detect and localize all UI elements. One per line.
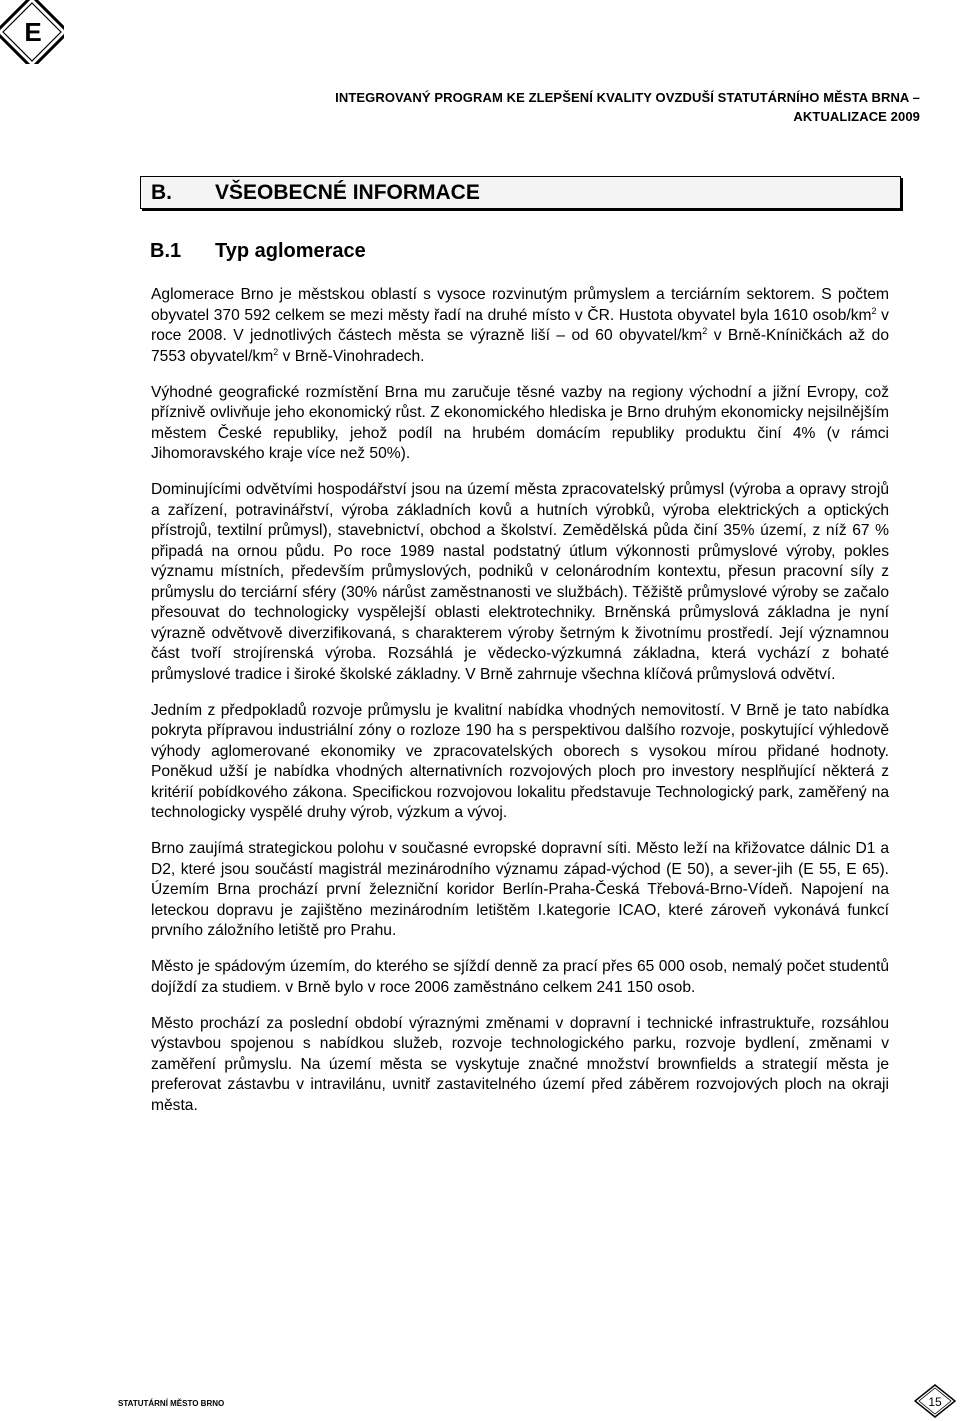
paragraph-geography: Výhodné geografické rozmístění Brna mu zaručuje těsné vazby na regiony východní a jižní Evropy, což příznivě ovlivňuje jeho ekonomický růst. Z ekonomického hlediska je Brno druhým ekonomicky nejsilnějším městem České republiky, jehož podíl na hrubém domácím republiky produktu činí 4% (v rámci Jihomoravského kraje více než 50%). <box>151 383 889 462</box>
subsection-heading <box>150 240 366 263</box>
footer-organization: STATUTÁRNÍ MĚSTO BRNO <box>118 1399 225 1408</box>
paragraph-commuting: Město je spádovým územím, do kterého se sjíždí denně za prací přes 65 000 osob, nemalý počet studentů dojíždí za studiem. v Brně bylo v roce 2006 zaměstnáno celkem 241 150 osob. <box>151 958 889 996</box>
page-number: 15 <box>928 1395 942 1409</box>
document-header <box>335 88 920 126</box>
header-line-2: AKTUALIZACE 2009 <box>793 109 920 124</box>
logo-letter: E <box>24 17 42 47</box>
section-number: B. <box>151 180 172 204</box>
section-title: VŠEOBECNÉ INFORMACE <box>215 180 480 204</box>
paragraph-transport: Brno zaujímá strategickou polohu v současné evropské dopravní síti. Město leží na křižovatce dálnic D1 a D2, které jsou součástí magistrál mezinárodního významu západ-východ (E 50), a sever-jih (E 55, E 65). Územím Brna prochází první železniční koridor Berlín-Praha-Česká Třebová-Brno-Vídeň. Napojení na leteckou dopravu je zajištěno mezinárodním letištěm I.kategorie ICAO, které zároveň vykonává funkcí prvního záložního letiště pro Prahu. <box>151 840 889 939</box>
paragraph-economy: Dominujícími odvětvími hospodářství jsou na území města zpracovatelský průmysl (výroba a opravy strojů a zařízení, potravinářství, výroba základních kovů a hutních výrobků, výroba elektrických a optických přístrojů, textilní průmysl), stavebnictví, obchod a školství. Zemědělská půda činí 35% území, z níž 67 % připadá na ornou půdu. Po roce 1989 nastal podstatný útlum výkonnosti průmyslové výroby, pokles významu místních, především průmyslových, podniků v celonárodním kontextu, přesun pracovní síly z průmyslu do terciární sféry (30% nárůst zaměstnanosti ve službách). Těžiště průmyslové výroby se začalo přesouvat do technologicky vyspělejší oblasti elektrotechniky. Brněnská průmyslová základna je nyní výrazně odvětvově diverzifikovaná, s charakterem výroby šetrným k životnímu prostředí. Její významnou část tvoří strojírenská výroba. Rozsáhlá je vědecko-výzkumná základna, která vychází z bohaté průmyslové tradice i široké školské základny. V Brně zahrnuje všechna klíčová průmyslová odvětví. <box>151 481 889 683</box>
paragraph-real-estate: Jedním z předpokladů rozvoje průmyslu je kvalitní nabídka vhodných nemovitostí. V Brně je tato nabídka pokryta přípravou industriální zóny o rozloze 190 ha s perspektivou dalšího rozvoje, poskytující výhledově výhody aglomerované ekonomiky ve zpracovatelských oborech s vysokou mírou přidané hodnoty. Poněkud užší je nabídka vhodných alternativních rozvojových ploch pro investory nesplňující některá z kritérií pobídkového zákona. Specifickou rozvojovou lokalitu představuje Technologický park, zaměřený na technologicky vyspělé druhy výrob, výzkum a vývoj. <box>151 701 889 821</box>
body-text <box>151 285 889 1132</box>
subsection-number: B.1 <box>150 240 182 262</box>
header-line-1: INTEGROVANÝ PROGRAM KE ZLEPŠENÍ KVALITY OVZDUŠÍ STATUTÁRNÍHO MĚSTA BRNA – <box>335 90 920 105</box>
section-heading <box>140 176 901 209</box>
e-logo-icon <box>0 0 64 64</box>
page-number-badge <box>914 1384 956 1418</box>
subsection-title: Typ aglomerace <box>215 240 366 262</box>
paragraph-development: Město prochází za poslední období výraznými změnami v dopravní i technické infrastruktuře, rozsáhlou výstavbou spojenou s nabídkou služeb, rozvoje technologického parku, rozvoje bydlení, změnami v zaměření průmyslu. Na území města se vyskytuje značné množství brownfields a strategií města je preferovat zástavbu v intravilánu, uvnitř zastavitelného území před záběrem rozvojových ploch na okraji města. <box>151 1014 889 1114</box>
paragraph-population: Aglomerace Brno je městskou oblastí s vysoce rozvinutým průmyslem a terciárním sektorem. S počtem obyvatel 370 592 celkem se mezi městy řadí na druhé místo v ČR. Hustota obyvatel byla 1610 osob/$km^2$ v roce 2008. V jednotlivých částech města se výrazně liší – od 60 obyvatel/$km^2$ v Brně-Kníničkách až do 7553 obyvatel/$km^2$ v Brně-Vinohradech. <box>151 286 889 365</box>
